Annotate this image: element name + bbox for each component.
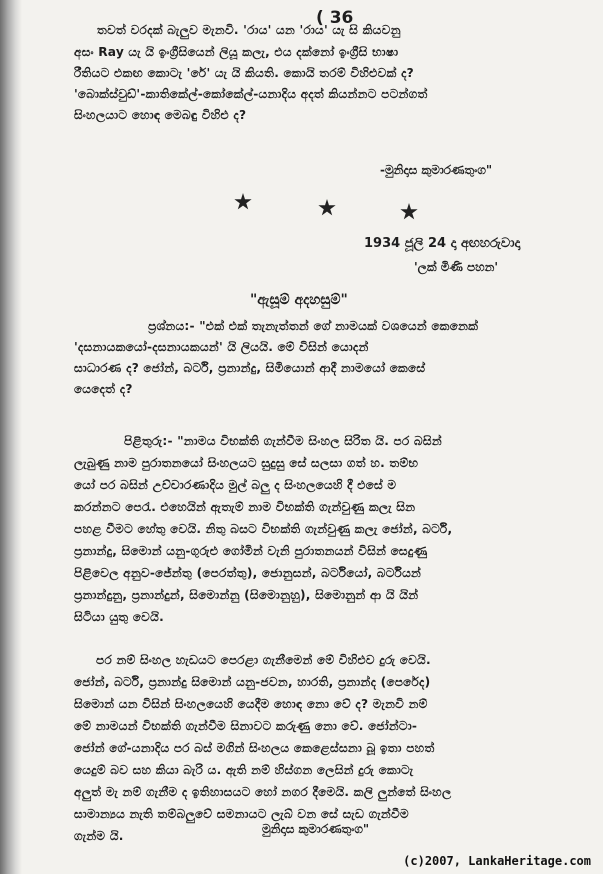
- answer-line: කරන්නට පෙරැ. එහෙයින් ඇතැම් නාම විභක්ති ගැන්වුණු කලැ සින: [74, 500, 416, 514]
- closing-line: අලුත් මැ නම් ගැනීම ද ඉතිහාසයට හෝ නගර දීමෙයි. කලි ලුන්තේ සිංහල: [74, 785, 452, 799]
- intro-line: 'බොක්ස්වුඩ්'-කාතිකේල්-කෝකේල්-යනාදිය අදත් කියන්නට පටන්ගත්: [74, 87, 428, 101]
- article-dateline: 1934 ජූලි 24 දා අඟහරුවාදා: [364, 236, 521, 251]
- closing-line: යෙදුම් බව සහ කියා බැරි ය. ඇති නම් හිස්ගන ලෙසින් දුරු කොටැ: [74, 763, 414, 777]
- star-icon: [400, 203, 418, 221]
- answer-line: පිළිවෙල අනුව-ජේන්තු (පෙරත්තු), ජොනුසන්, බර්ටියෝ, බර්ටියන්: [74, 566, 422, 580]
- answer-line: ලැබුණු නාම පුරාතනයෝ සිංහලයට සුදුසු සේ සලසා ගත් හ. තම්භ: [74, 456, 419, 470]
- answer-line: සිටියා යුතු වෙයි.: [74, 610, 164, 624]
- intro-line: සිංහලයාට හොඳ මෙබඳු විහිළු ද?: [74, 108, 247, 122]
- answer-line: ප්‍රනාන්දු, සිමොන් යනු-ගුරුළු ගෝමින් වැනි පුරාතනයන් විසින් සෙදුණු: [74, 544, 428, 558]
- question-text: "එක් එක් තැනැත්තන් ගේ නාමයක් වශයෙන් කෙනෙක්: [199, 319, 479, 333]
- star-separator: [234, 193, 434, 223]
- star-icon: [234, 193, 252, 211]
- closing-line: සිමොන් යන විසින් සිංහලයෙහි යෙදීම හොඳ නො වේ ද? මැනවි නම්: [74, 697, 428, 711]
- article-title: "ඇසූම් අදහසුම්": [250, 292, 348, 308]
- copyright-watermark: (c)2007, LankaHeritage.com: [403, 854, 591, 868]
- question-line-first: [148, 316, 578, 336]
- star-icon: [318, 199, 336, 217]
- intro-signature: -මුනිදාස කුමාරණතුංග": [380, 163, 493, 177]
- intro-line: තවත් වරදක් බැලුව මැනවි. 'රාය' යන 'රාය' යැ සි කියවනු: [97, 23, 401, 37]
- answer-line: යෝ පර බසින් උච්චාරණාදිය මුල් බලු ද සිංහලයෙහි දී එසේ ම: [74, 478, 397, 492]
- page-number: ( 36: [316, 8, 354, 28]
- answer-text: "නාමය විභක්ති ගැන්වීම සිංහල සිරිත යි. පර බසින්: [177, 434, 442, 448]
- question-line: 'දසනායකයෝ-දසනායකයන්' යි ලියයි. මේ විසින් යොදන්: [74, 340, 369, 354]
- answer-label: පිළිතුරු:-: [124, 434, 173, 448]
- question-label: ප්‍රශ්නය:-: [148, 319, 195, 333]
- newspaper-name: 'ලක් මිණි පහන': [414, 260, 499, 274]
- closing-line: ගැන්ම යි.: [74, 829, 124, 843]
- question-line: යෙදෙත් ද?: [74, 382, 133, 396]
- intro-line: අසං Ray යැ යි ඉංග්‍රීසියෙන් ලියූ කලැ, එය දක්නෝ ඉංග්‍රීසි භාෂා: [74, 45, 399, 59]
- answer-line-first: [124, 431, 574, 451]
- intro-line: රීතියට එකඟ කොටැ 'රේ' යැ යි කියති. කොයි තරම් විහිළුවක් ද?: [74, 66, 414, 80]
- closing-line: ජෝන් ගේ-යනාදිය පර බස් මගින් සිංහලය කෙළෙස්සනා බූ ඉතා පහත්: [74, 741, 435, 755]
- answer-line: පහළ වීමට හේතු වෙයි. නිතු බසට විභක්ති ගැන්වුණු කලැ ජෝන්, බර්ටි,: [74, 522, 453, 536]
- closing-signature: මුනිදාස කුමාරණතුංග": [262, 822, 370, 836]
- question-line: සාධාරණ ද? ජෝන්, බර්ටි, ප්‍රනාන්දු, සිමියොන් ආදී නාමයෝ කෙසේ: [74, 361, 426, 375]
- closing-line: සාමාන්‍යය නැති තම්බලුවේ සමනායට ලැබ් වන සේ සැඩ ගැන්වීම: [74, 807, 409, 821]
- closing-line: ජෝන්, බර්ටි, ප්‍රනාන්දු සිමොන් යනු-ජවන, හාරති, ප්‍රනාන්ද (පෙරේද): [74, 675, 431, 689]
- closing-line: මේ නාමයන් විභක්ති ගැන්වීම සිනාවට කරුණු නො වේ. ජෝන්ටා-: [74, 719, 418, 733]
- closing-line: පර නම් සිංහල හැඩයට පෙරළා ගැනීමෙන් මේ විහිළුව දුරු වෙයි.: [96, 653, 431, 667]
- answer-line: ප්‍රනාන්දුනු, ප්‍රනාන්දුන්, සිමොන්නු (සිමොනුහු), සිමොනුන් ආ යි යින්: [74, 588, 419, 602]
